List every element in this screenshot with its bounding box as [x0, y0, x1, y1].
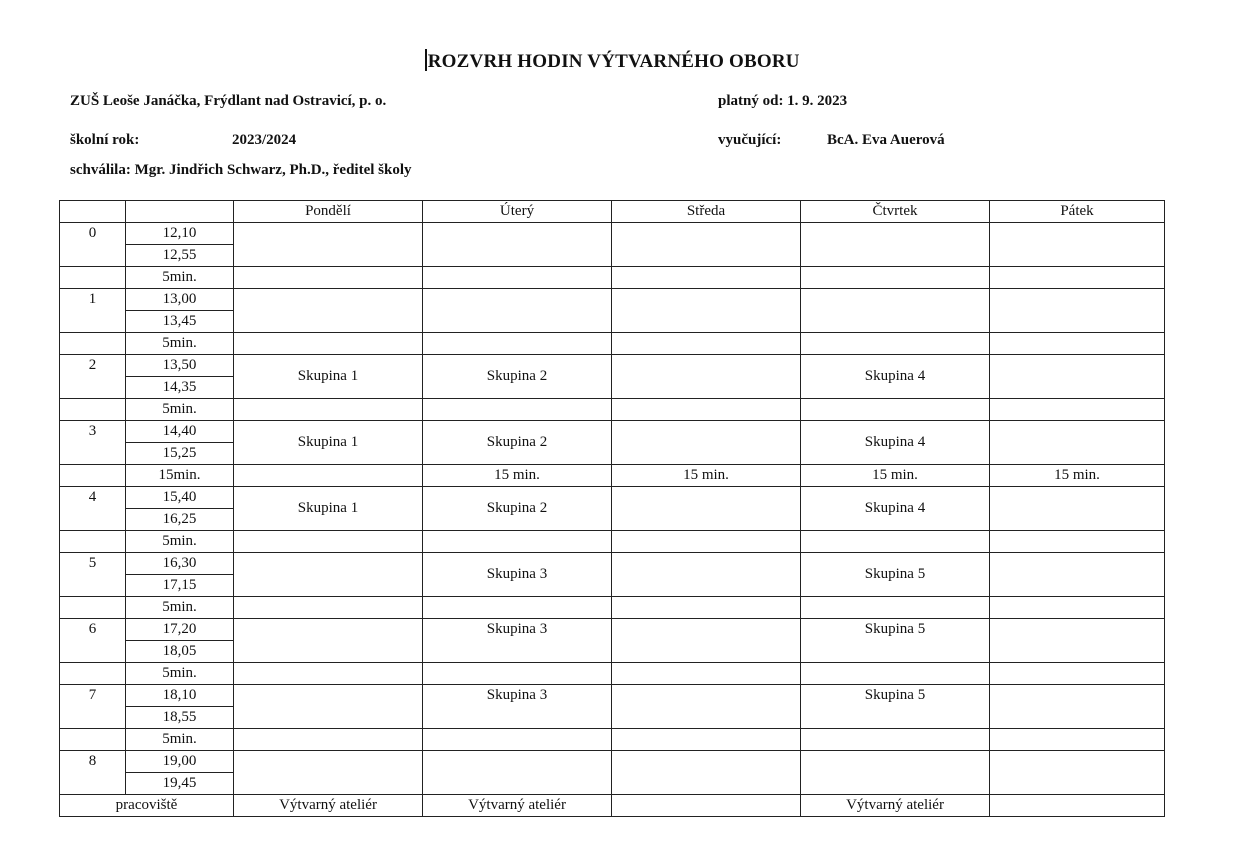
- break-cell: 15 min.: [801, 465, 990, 487]
- teacher-name: BcA. Eva Auerová: [827, 132, 945, 148]
- break-cell: [423, 333, 612, 355]
- break-empty-cell: [60, 531, 126, 553]
- corner-cell: [60, 201, 126, 223]
- period-start-time: 19,00: [126, 751, 234, 773]
- period-row: [60, 685, 1165, 707]
- school-year-label: školní rok:: [70, 132, 140, 148]
- lesson-cell: [612, 223, 801, 267]
- break-cell: [234, 333, 423, 355]
- period-number: 7: [60, 685, 126, 729]
- break-cell: [612, 333, 801, 355]
- break-cell: [612, 663, 801, 685]
- break-duration: 5min.: [126, 333, 234, 355]
- lesson-cell: [612, 421, 801, 465]
- period-end-time: 14,35: [126, 377, 234, 399]
- break-cell: [990, 663, 1165, 685]
- break-cell: [801, 399, 990, 421]
- period-number: 4: [60, 487, 126, 531]
- period-number: 8: [60, 751, 126, 795]
- break-cell: [423, 663, 612, 685]
- lesson-cell: [423, 223, 612, 267]
- break-duration: 5min.: [126, 663, 234, 685]
- period-start-time: 18,10: [126, 685, 234, 707]
- period-row: [60, 289, 1165, 311]
- lesson-cell: Skupina 4: [801, 355, 990, 399]
- lesson-cell: [234, 685, 423, 729]
- lesson-cell: [990, 685, 1165, 729]
- valid-from: platný od: 1. 9. 2023: [718, 93, 848, 109]
- lesson-cell: Skupina 4: [801, 487, 990, 531]
- break-cell: [990, 267, 1165, 289]
- period-start-time: 13,00: [126, 289, 234, 311]
- period-number: 6: [60, 619, 126, 663]
- workplace-cell: Výtvarný ateliér: [423, 795, 612, 817]
- break-cell: [990, 597, 1165, 619]
- break-cell: [234, 729, 423, 751]
- lesson-cell: Skupina 2: [423, 355, 612, 399]
- period-start-time: 12,10: [126, 223, 234, 245]
- lesson-cell: [612, 553, 801, 597]
- day-header: Pondělí: [234, 201, 423, 223]
- break-duration: 5min.: [126, 531, 234, 553]
- break-duration: 5min.: [126, 729, 234, 751]
- period-number: 3: [60, 421, 126, 465]
- break-row: [60, 333, 1165, 355]
- lesson-cell: Skupina 1: [234, 421, 423, 465]
- period-start-time: 14,40: [126, 421, 234, 443]
- break-cell: [423, 399, 612, 421]
- time-header-cell: [126, 201, 234, 223]
- break-empty-cell: [60, 465, 126, 487]
- lesson-cell: Skupina 1: [234, 487, 423, 531]
- period-end-time: 17,15: [126, 575, 234, 597]
- break-duration: 15min.: [126, 465, 234, 487]
- break-cell: [234, 663, 423, 685]
- break-cell: [423, 729, 612, 751]
- break-cell: 15 min.: [990, 465, 1165, 487]
- period-end-time: 12,55: [126, 245, 234, 267]
- break-cell: [612, 267, 801, 289]
- workplace-cell: Výtvarný ateliér: [801, 795, 990, 817]
- break-cell: [801, 729, 990, 751]
- day-header: Čtvrtek: [801, 201, 990, 223]
- break-cell: [990, 729, 1165, 751]
- school-year: 2023/2024: [232, 132, 297, 148]
- lesson-cell: [423, 751, 612, 795]
- break-cell: [234, 531, 423, 553]
- break-row: [60, 531, 1165, 553]
- lesson-cell: [423, 289, 612, 333]
- lesson-cell: [612, 487, 801, 531]
- lesson-cell: Skupina 5: [801, 619, 990, 663]
- break-duration: 5min.: [126, 267, 234, 289]
- lesson-cell: [990, 355, 1165, 399]
- lesson-cell: [990, 619, 1165, 663]
- break-cell: [990, 531, 1165, 553]
- break-cell: [612, 597, 801, 619]
- break-empty-cell: [60, 597, 126, 619]
- workplace-row: [60, 795, 1165, 817]
- lesson-cell: [612, 619, 801, 663]
- lesson-cell: [612, 685, 801, 729]
- break-cell: [990, 399, 1165, 421]
- period-start-time: 13,50: [126, 355, 234, 377]
- break-cell: [423, 531, 612, 553]
- lesson-cell: [801, 223, 990, 267]
- lesson-cell: [990, 751, 1165, 795]
- break-empty-cell: [60, 333, 126, 355]
- period-start-time: 17,20: [126, 619, 234, 641]
- teacher-label: vyučující:: [718, 132, 782, 148]
- lesson-cell: [612, 355, 801, 399]
- lesson-cell: Skupina 4: [801, 421, 990, 465]
- period-end-time: 18,55: [126, 707, 234, 729]
- break-cell: [234, 465, 423, 487]
- break-empty-cell: [60, 663, 126, 685]
- break-cell: [234, 399, 423, 421]
- period-end-time: 16,25: [126, 509, 234, 531]
- period-start-time: 16,30: [126, 553, 234, 575]
- period-row: [60, 619, 1165, 641]
- lesson-cell: [801, 289, 990, 333]
- break-duration: 5min.: [126, 399, 234, 421]
- period-number: 2: [60, 355, 126, 399]
- break-cell: [234, 267, 423, 289]
- break-empty-cell: [60, 267, 126, 289]
- break-row: [60, 465, 1165, 487]
- period-row: [60, 355, 1165, 377]
- break-cell: [801, 531, 990, 553]
- approved-by: schválila: Mgr. Jindřich Schwarz, Ph.D., ředitel školy: [70, 162, 412, 178]
- lesson-cell: [990, 289, 1165, 333]
- lesson-cell: [234, 289, 423, 333]
- period-end-time: 19,45: [126, 773, 234, 795]
- break-cell: 15 min.: [423, 465, 612, 487]
- break-row: [60, 729, 1165, 751]
- break-cell: [990, 333, 1165, 355]
- break-cell: [612, 729, 801, 751]
- workplace-cell: [990, 795, 1165, 817]
- lesson-cell: [612, 289, 801, 333]
- lesson-cell: [612, 751, 801, 795]
- lesson-cell: [990, 553, 1165, 597]
- lesson-cell: [801, 751, 990, 795]
- workplace-label: pracoviště: [60, 795, 234, 817]
- period-number: 0: [60, 223, 126, 267]
- break-row: [60, 399, 1165, 421]
- text-cursor: [425, 49, 427, 71]
- break-row: [60, 267, 1165, 289]
- lesson-cell: Skupina 3: [423, 553, 612, 597]
- break-cell: [801, 267, 990, 289]
- title-text: ROZVRH HODIN VÝTVARNÉHO OBORU: [427, 51, 800, 72]
- lesson-cell: [990, 421, 1165, 465]
- lesson-cell: [990, 487, 1165, 531]
- break-cell: [612, 531, 801, 553]
- break-cell: [234, 597, 423, 619]
- workplace-cell: Výtvarný ateliér: [234, 795, 423, 817]
- lesson-cell: [234, 619, 423, 663]
- break-cell: 15 min.: [612, 465, 801, 487]
- days-header-row: [60, 201, 1165, 223]
- school-name: ZUŠ Leoše Janáčka, Frýdlant nad Ostravicí, p. o.: [70, 93, 387, 109]
- period-row: [60, 553, 1165, 575]
- lesson-cell: Skupina 3: [423, 619, 612, 663]
- break-cell: [801, 597, 990, 619]
- workplace-cell: [612, 795, 801, 817]
- period-row: [60, 487, 1165, 509]
- day-header: Pátek: [990, 201, 1165, 223]
- break-cell: [612, 399, 801, 421]
- break-cell: [423, 597, 612, 619]
- lesson-cell: [990, 223, 1165, 267]
- break-row: [60, 663, 1165, 685]
- period-row: [60, 421, 1165, 443]
- lesson-cell: Skupina 1: [234, 355, 423, 399]
- period-row: [60, 223, 1165, 245]
- lesson-cell: [234, 751, 423, 795]
- break-cell: [801, 333, 990, 355]
- period-start-time: 15,40: [126, 487, 234, 509]
- lesson-cell: [234, 223, 423, 267]
- day-header: Středa: [612, 201, 801, 223]
- lesson-cell: Skupina 5: [801, 553, 990, 597]
- break-row: [60, 597, 1165, 619]
- lesson-cell: Skupina 3: [423, 685, 612, 729]
- period-end-time: 13,45: [126, 311, 234, 333]
- document-title: [0, 49, 1225, 73]
- period-number: 5: [60, 553, 126, 597]
- timetable: [59, 200, 1165, 817]
- break-cell: [423, 267, 612, 289]
- lesson-cell: Skupina 2: [423, 421, 612, 465]
- break-empty-cell: [60, 399, 126, 421]
- break-cell: [801, 663, 990, 685]
- period-row: [60, 751, 1165, 773]
- break-empty-cell: [60, 729, 126, 751]
- lesson-cell: Skupina 5: [801, 685, 990, 729]
- lesson-cell: [234, 553, 423, 597]
- period-end-time: 15,25: [126, 443, 234, 465]
- period-end-time: 18,05: [126, 641, 234, 663]
- break-duration: 5min.: [126, 597, 234, 619]
- day-header: Úterý: [423, 201, 612, 223]
- lesson-cell: Skupina 2: [423, 487, 612, 531]
- period-number: 1: [60, 289, 126, 333]
